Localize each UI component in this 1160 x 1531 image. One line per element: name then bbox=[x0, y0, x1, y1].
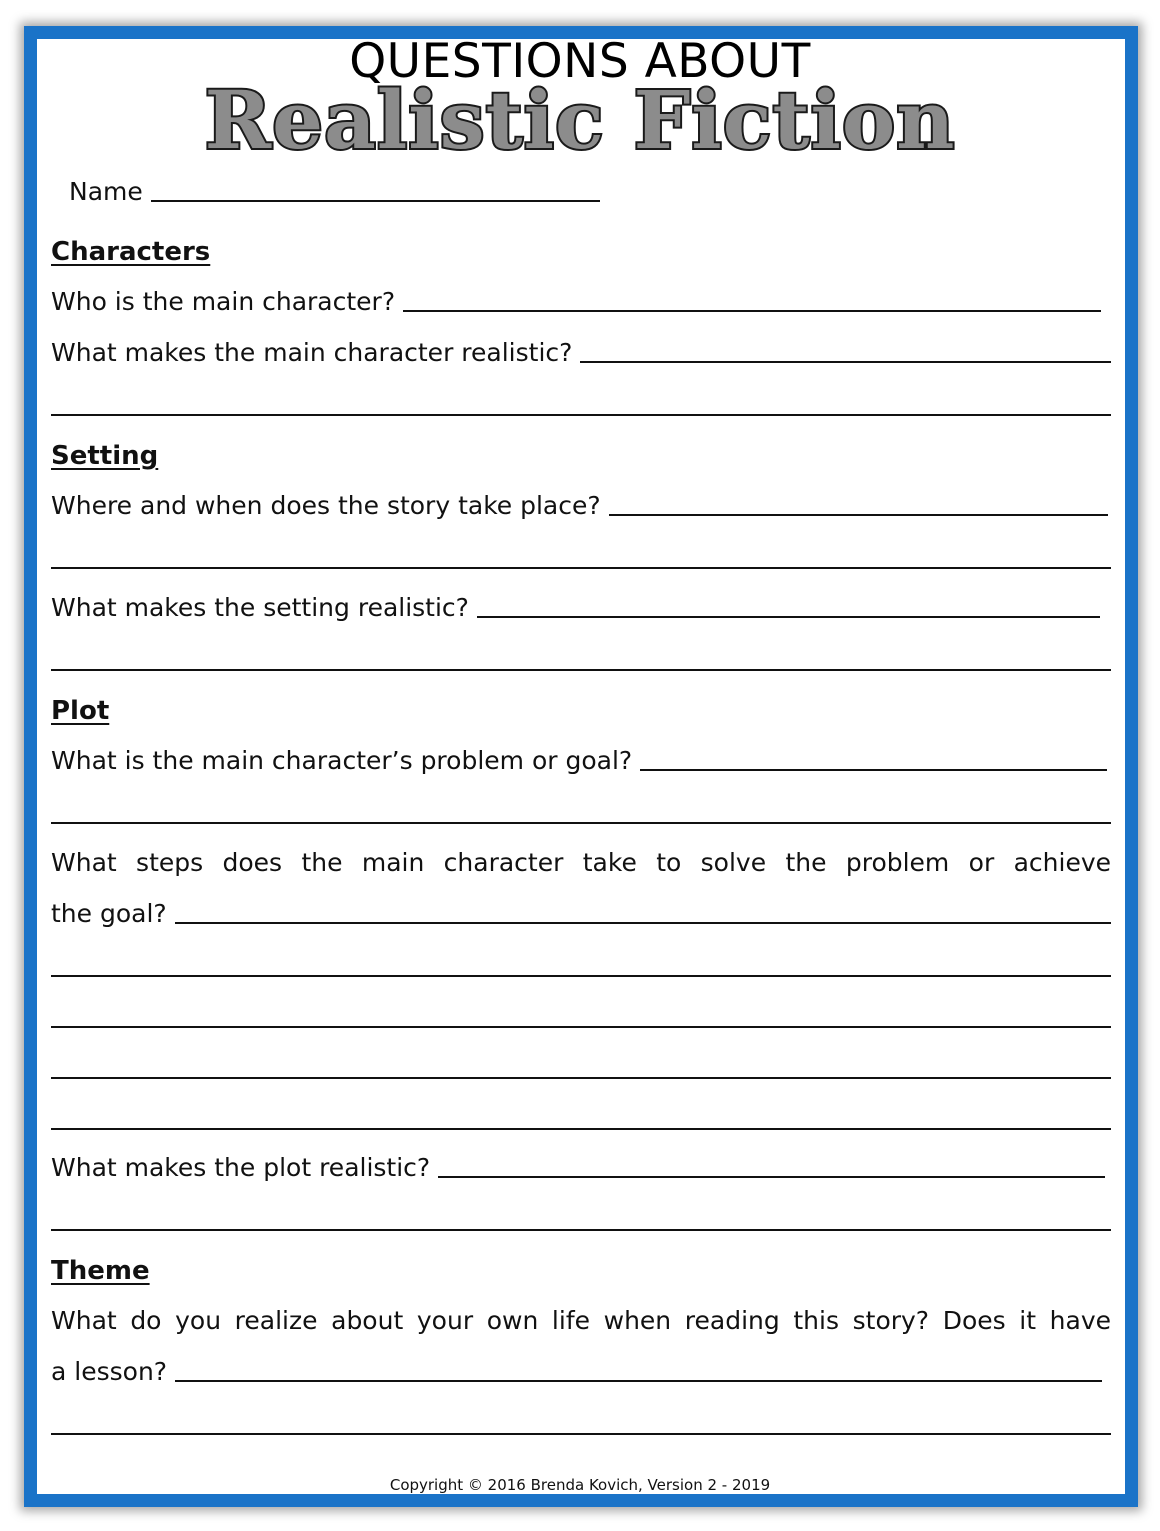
setting-q1-label: Where and when does the story take place? bbox=[51, 491, 601, 520]
heading-characters: Characters bbox=[51, 237, 211, 267]
theme-q1-answer-line-2[interactable] bbox=[51, 1433, 1111, 1435]
characters-q1-answer-line[interactable] bbox=[403, 310, 1101, 312]
plot-q1-row bbox=[51, 745, 1107, 777]
name-label: Name bbox=[69, 177, 143, 206]
plot-q3-answer-line[interactable] bbox=[438, 1176, 1105, 1178]
theme-q1-row bbox=[51, 1356, 1102, 1388]
theme-q1-line1: What do you realize about your own life when reading this story? Does it have bbox=[51, 1306, 1111, 1335]
plot-q2-answer-line-5[interactable] bbox=[51, 1128, 1111, 1130]
plot-q3-answer-line-2[interactable] bbox=[51, 1229, 1111, 1231]
plot-q2-answer-line-2[interactable] bbox=[51, 975, 1111, 977]
setting-q1-row bbox=[51, 490, 1108, 522]
characters-q2-row bbox=[51, 337, 1111, 369]
title-questions-about: QUESTIONS ABOUT bbox=[349, 34, 811, 89]
plot-q2-answer-line[interactable] bbox=[175, 922, 1111, 924]
characters-q2-answer-line[interactable] bbox=[580, 361, 1111, 363]
characters-q1-label: Who is the main character? bbox=[51, 287, 396, 316]
characters-q2-answer-line-2[interactable] bbox=[51, 414, 1111, 416]
heading-theme: Theme bbox=[51, 1256, 150, 1286]
characters-q2-label: What makes the main character realistic? bbox=[51, 338, 573, 367]
title-realistic-fiction: Realistic Fiction bbox=[204, 73, 956, 167]
plot-q3-label: What makes the plot realistic? bbox=[51, 1153, 431, 1182]
setting-q2-answer-line-2[interactable] bbox=[51, 669, 1111, 671]
name-answer-line[interactable] bbox=[151, 200, 600, 202]
heading-plot: Plot bbox=[51, 696, 110, 726]
setting-q2-label: What makes the setting realistic? bbox=[51, 593, 469, 622]
plot-q2-row bbox=[51, 898, 1111, 930]
characters-q1-row bbox=[51, 286, 1101, 318]
plot-q1-label: What is the main character’s problem or goal? bbox=[51, 746, 633, 775]
plot-q2-answer-line-3[interactable] bbox=[51, 1026, 1111, 1028]
plot-q2-line1: What steps does the main character take to solve the problem or achieve bbox=[51, 848, 1111, 877]
setting-q2-answer-line[interactable] bbox=[477, 616, 1100, 618]
heading-setting: Setting bbox=[51, 441, 159, 471]
plot-q2-answer-line-4[interactable] bbox=[51, 1077, 1111, 1079]
copyright-footer: Copyright © 2016 Brenda Kovich, Version 2 - 2019 bbox=[389, 1476, 771, 1494]
plot-q1-answer-line-2[interactable] bbox=[51, 822, 1111, 824]
setting-q1-answer-line-2[interactable] bbox=[51, 567, 1111, 569]
plot-q1-answer-line[interactable] bbox=[640, 769, 1107, 771]
plot-q2-label-line2: the goal? bbox=[51, 899, 167, 928]
plot-q3-row bbox=[51, 1152, 1105, 1184]
setting-q2-row bbox=[51, 592, 1100, 624]
name-row bbox=[69, 176, 600, 208]
theme-q1-label-line2: a lesson? bbox=[51, 1357, 168, 1386]
setting-q1-answer-line[interactable] bbox=[609, 514, 1108, 516]
theme-q1-answer-line[interactable] bbox=[175, 1380, 1102, 1382]
